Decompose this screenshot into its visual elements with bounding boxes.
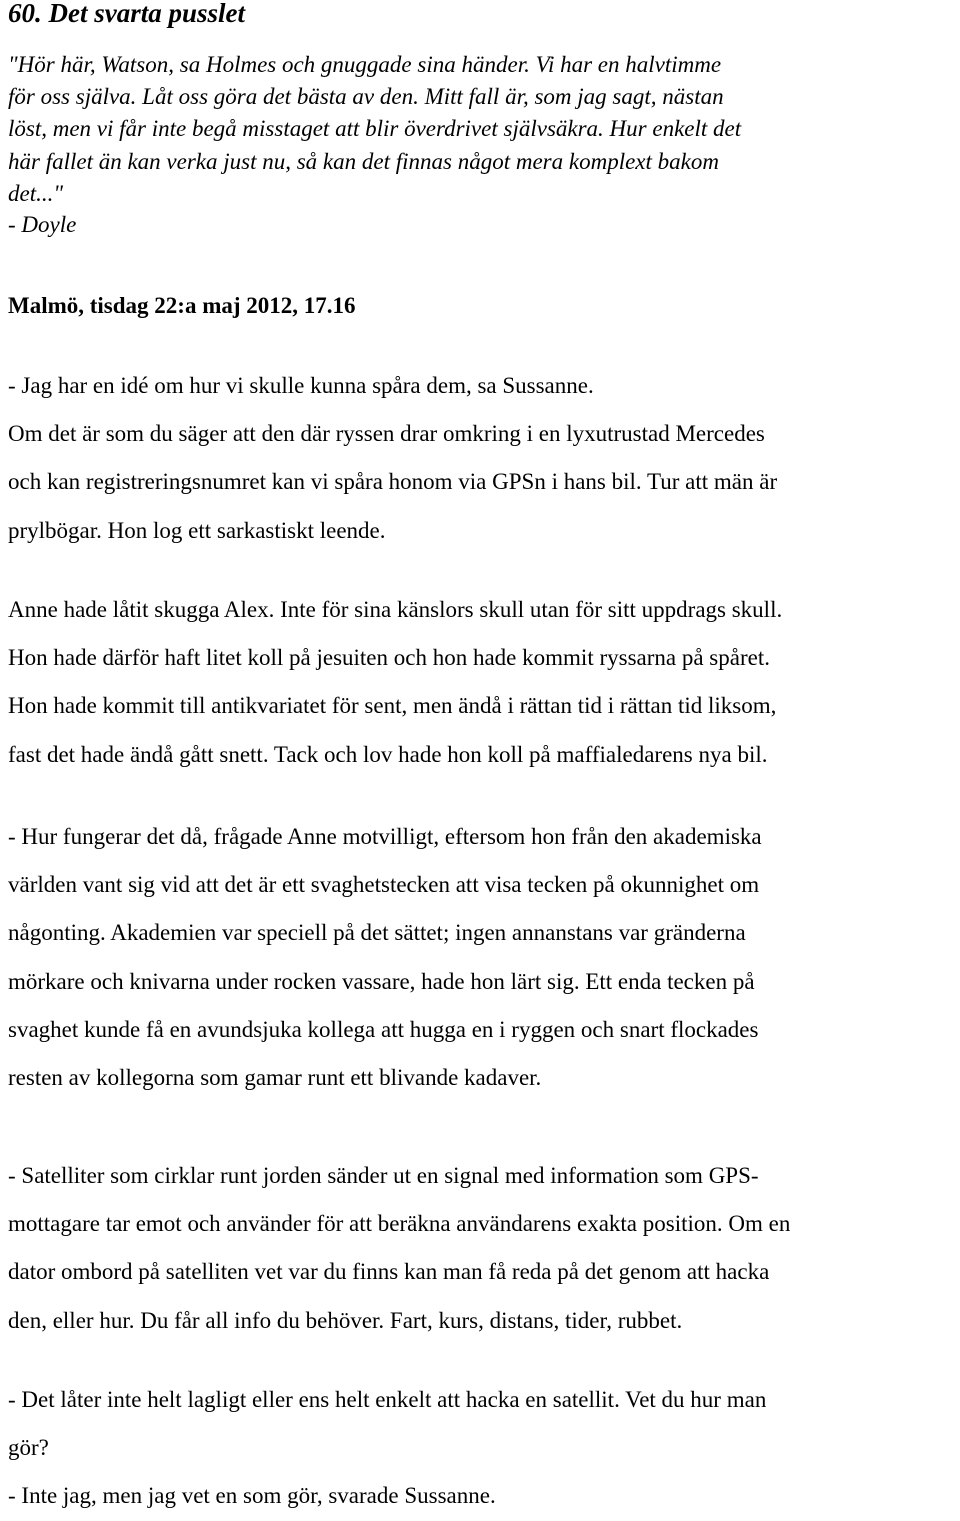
paragraph-line: Anne hade låtit skugga Alex. Inte för sina känslors skull utan för sitt uppdrags skull. <box>8 597 783 622</box>
epigraph-line: det..." <box>8 180 64 206</box>
epigraph-line: "Hör här, Watson, sa Holmes och gnuggade sina händer. Vi har en halvtimme <box>8 52 722 77</box>
epigraph-attribution: - Doyle <box>8 212 77 237</box>
dateline: Malmö, tisdag 22:a maj 2012, 17.16 <box>8 293 356 318</box>
paragraph-line: - Det låter inte helt lagligt eller ens helt enkelt att hacka en satellit. Vet du hur man <box>8 1387 767 1412</box>
paragraph-line: fast det hade ändå gått snett. Tack och lov hade hon koll på maffialedarens nya bil. <box>8 741 768 767</box>
paragraph-line: Hon hade kommit till antikvariatet för sent, men ändå i rättan tid i rättan tid liksom, <box>8 693 777 719</box>
epigraph-line: här fallet än kan verka just nu, så kan det finnas något mera komplext bakom <box>8 148 719 174</box>
paragraph-satellite-explanation <box>8 1152 958 1345</box>
epigraph-quote <box>8 49 958 210</box>
paragraph-line: - Hur fungerar det då, frågade Anne motvilligt, eftersom hon från den akademiska <box>8 824 762 849</box>
paragraph-line: och kan registreringsnumret kan vi spåra honom via GPSn i hans bil. Tur att män är <box>8 469 778 495</box>
paragraph-line: mottagare tar emot och använder för att beräkna användarens exakta position. Om en <box>8 1211 791 1237</box>
chapter-title: 60. Det svarta pusslet <box>8 0 246 28</box>
epigraph-line: för oss själva. Låt oss göra det bästa av den. Mitt fall är, som jag sagt, nästan <box>8 84 724 110</box>
paragraph-line: dator ombord på satelliten vet var du finns kan man få reda på det genom att hacka <box>8 1259 770 1285</box>
paragraph-line: världen vant sig vid att det är ett svaghetstecken att visa tecken på okunnighet om <box>8 872 760 898</box>
paragraph-anne-question <box>8 813 958 1102</box>
epigraph-line: löst, men vi får inte begå misstaget att blir överdrivet självsäkra. Hur enkelt det <box>8 116 742 142</box>
paragraph-line: Hon hade därför haft litet koll på jesuiten och hon hade kommit ryssarna på spåret. <box>8 645 770 671</box>
paragraph-line: - Inte jag, men jag vet en som gör, svarade Sussanne. <box>8 1483 496 1509</box>
paragraph-line: den, eller hur. Du får all info du behöver. Fart, kurs, distans, tider, rubbet. <box>8 1307 683 1333</box>
paragraph-tracking-idea <box>8 362 958 555</box>
paragraph-line: - Satelliter som cirklar runt jorden sänder ut en signal med information som GPS- <box>8 1163 759 1188</box>
paragraph-line: mörkare och knivarna under rocken vassare, hade hon lärt sig. Ett enda tecken på <box>8 968 755 994</box>
paragraph-anne-background <box>8 586 958 779</box>
paragraph-line: resten av kollegorna som gamar runt ett blivande kadaver. <box>8 1065 542 1091</box>
paragraph-closing-dialogue <box>8 1376 958 1521</box>
paragraph-line: någonting. Akademien var speciell på det sättet; ingen annanstans var gränderna <box>8 920 746 946</box>
paragraph-line: - Jag har en idé om hur vi skulle kunna spåra dem, sa Sussanne. <box>8 373 594 398</box>
paragraph-line: Om det är som du säger att den där ryssen drar omkring i en lyxutrustad Mercedes <box>8 421 765 447</box>
paragraph-line: prylbögar. Hon log ett sarkastiskt leende. <box>8 517 386 543</box>
paragraph-line: gör? <box>8 1435 49 1461</box>
paragraph-line: svaghet kunde få en avundsjuka kollega att hugga en i ryggen och snart flockades <box>8 1016 759 1042</box>
